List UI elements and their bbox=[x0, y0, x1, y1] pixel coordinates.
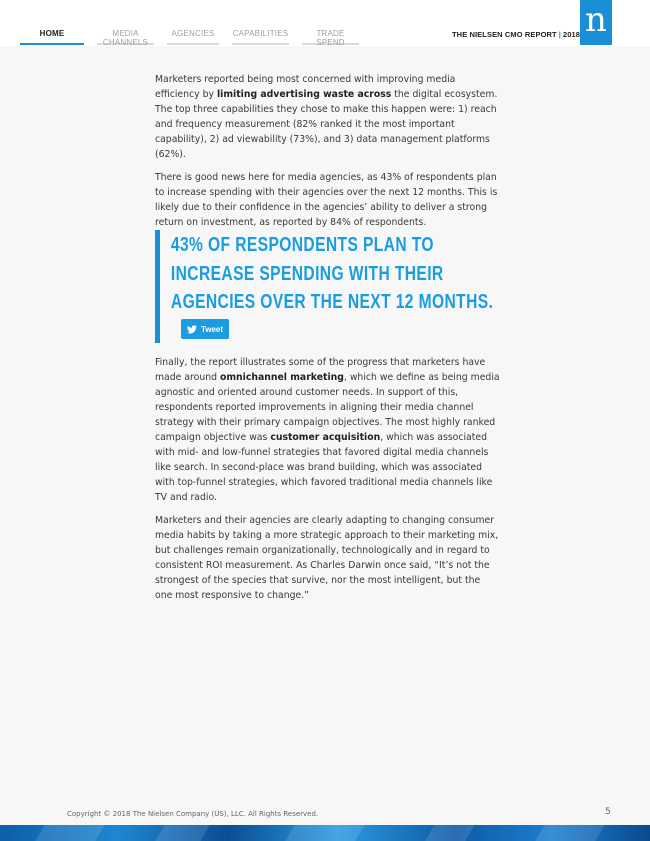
nav-tab-media-channels[interactable]: MEDIA CHANNELS bbox=[97, 28, 154, 45]
pull-quote-text: 43% OF RESPONDENTS PLAN TO INCREASE SPENDING WITH THEIR AGENCIES OVER THE NEXT 12 MONTHS. bbox=[170, 234, 494, 313]
p3-text-b: , which we define as being media agnostic and oriented around customer needs. In support of this, respondents reported improvements in aligning their media channel strategy with their primary campaign objectives. The most highly ranked campaign objective was bbox=[155, 372, 500, 443]
paragraph-2: There is good news here for media agencies, as 43% of respondents plan to increase spending with their agencies over the next 12 months. This is likely due to their confidence in the agencies’ ability to deliver a strong return on investment, as reported by 84% of respondents. bbox=[155, 172, 498, 228]
paragraph-1 bbox=[155, 72, 500, 162]
band-shape-2 bbox=[155, 825, 209, 841]
nav-tab-home[interactable]: HOME bbox=[20, 28, 84, 45]
band-shape-4 bbox=[425, 825, 474, 841]
p1-text-b: the digital ecosystem. The top three capabilities they chose to make this happen were: 1) reach and frequency measurement (82% ranked it the most important capability), 2) ad viewability (73%), and 3) data management platforms (62%). bbox=[155, 89, 498, 160]
nav-tab-trade-spend[interactable]: TRADE SPEND bbox=[302, 28, 359, 45]
decorative-bottom-band bbox=[0, 825, 650, 841]
nielsen-logo[interactable]: n bbox=[580, 0, 612, 45]
twitter-bird-icon bbox=[187, 325, 197, 334]
paragraph-4: Marketers and their agencies are clearly adapting to changing consumer media habits by taking a more strategic approach to their marketing mix, but challenges remain organizationally, technologically and in regard to consistent ROI measurement. As Charles Darwin once said, “It’s not the strongest of the species that survive, nor the most intelligent, but the one most responsive to change.” bbox=[155, 515, 499, 601]
p3-text-c: , which was associated with mid- and low-funnel strategies that favored digital media channels like search. In second-place was brand building, which was associated with top-funnel strategies, which favored traditional media channels like TV and radio. bbox=[155, 432, 493, 503]
tweet-label: Tweet bbox=[200, 324, 224, 334]
band-shape-5 bbox=[535, 825, 604, 841]
report-year: 2018 bbox=[562, 30, 581, 39]
p1-bold: limiting advertising waste across bbox=[216, 89, 392, 100]
pull-quote bbox=[155, 230, 505, 343]
p3-bold-2: customer acquisition bbox=[270, 432, 381, 443]
p1-text-a: Marketers reported being most concerned with improving media efficiency by bbox=[155, 74, 456, 100]
top-bar bbox=[0, 0, 650, 46]
nav-tab-capabilities[interactable]: CAPABILITIES bbox=[232, 28, 289, 45]
body-section bbox=[155, 355, 500, 611]
main-nav bbox=[20, 28, 372, 45]
title-separator: | bbox=[558, 30, 561, 39]
p3-text-a: Finally, the report illustrates some of the progress that marketers have made around bbox=[155, 357, 486, 383]
report-title-text: THE NIELSEN CMO REPORT bbox=[452, 30, 557, 39]
band-shape-1 bbox=[35, 825, 104, 841]
paragraph-3 bbox=[155, 355, 500, 505]
nav-tab-agencies[interactable]: AGENCIES bbox=[167, 28, 219, 45]
page-number: 5 bbox=[605, 807, 611, 817]
intro-section bbox=[155, 72, 500, 238]
report-title bbox=[452, 30, 580, 39]
copyright-notice: Copyright © 2018 The Nielsen Company (US), LLC. All Rights Reserved. bbox=[67, 810, 319, 818]
p3-bold-1: omnichannel marketing bbox=[219, 372, 344, 383]
tweet-button[interactable] bbox=[181, 319, 229, 339]
band-shape-3 bbox=[285, 825, 364, 841]
